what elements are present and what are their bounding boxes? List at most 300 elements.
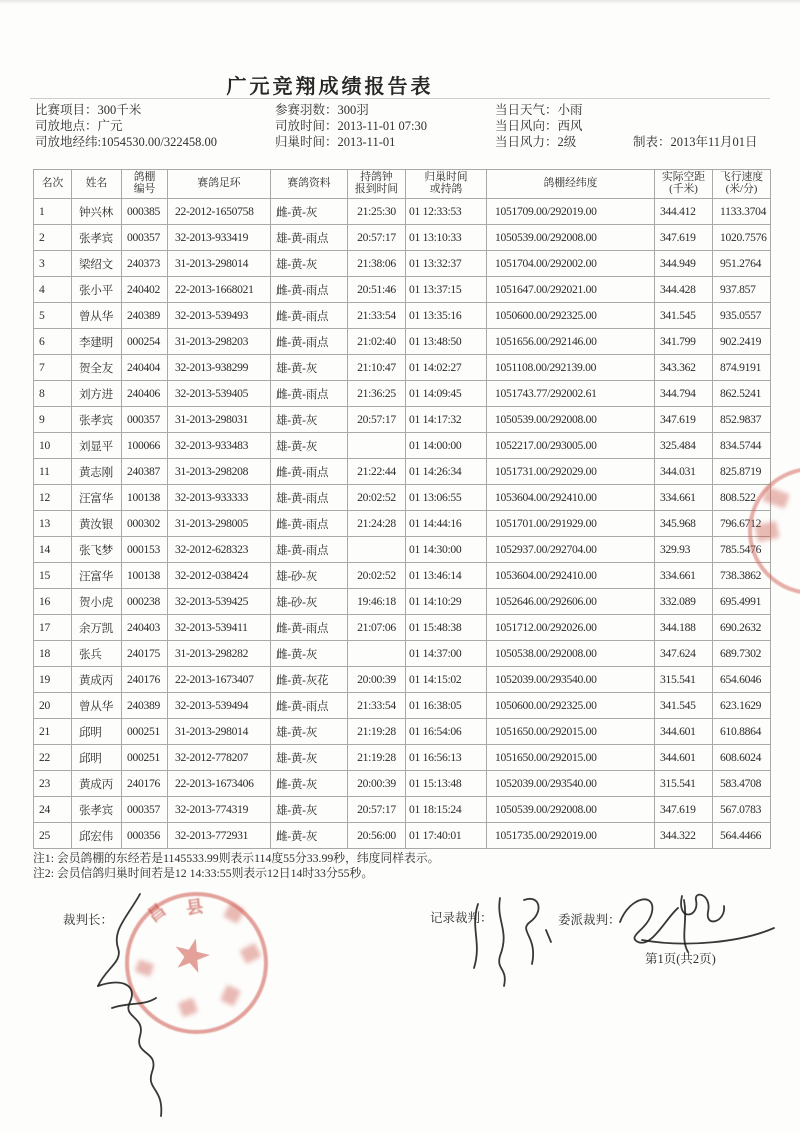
col-header-info: 赛鸽资料: [271, 170, 348, 199]
cell-speed: 567.0783: [713, 797, 771, 823]
cell-distance: 347.624: [655, 641, 713, 667]
table-row: [34, 823, 771, 849]
cell-homing-time: 01 14:30:00: [406, 537, 487, 563]
cell-coords: 1052039.00/293540.00: [487, 667, 655, 693]
cell-info: 雄-砂-灰: [271, 589, 348, 615]
cell-speed: 623.1629: [713, 693, 771, 719]
cell-ring: 32-2012-778207: [168, 745, 271, 771]
cell-coords: 1051701.00/291929.00: [487, 511, 655, 537]
cell-distance: 329.93: [655, 537, 713, 563]
cell-distance: 344.949: [655, 251, 713, 277]
cell-ring: 22-2013-1673407: [168, 667, 271, 693]
cell-distance: 341.545: [655, 693, 713, 719]
cell-distance: 341.545: [655, 303, 713, 329]
made-date: 制表：2013年11月01日: [633, 134, 758, 149]
table-row: [34, 511, 771, 537]
cell-clock-time: 20:56:00: [348, 823, 406, 849]
table-row: [34, 433, 771, 459]
cell-info: 雌-黄-雨点: [271, 277, 348, 303]
cell-speed: 874.9191: [713, 355, 771, 381]
cell-speed: 902.2419: [713, 329, 771, 355]
cell-clock-time: 21:38:06: [348, 251, 406, 277]
cell-clock-time: 21:19:28: [348, 719, 406, 745]
cell-name: 梁绍文: [72, 251, 122, 277]
cell-name: 汪富华: [72, 563, 122, 589]
seal-character: 县: [185, 896, 205, 919]
cell-homing-time: 01 18:15:24: [406, 797, 487, 823]
cell-clock-time: 20:51:46: [348, 277, 406, 303]
cell-coords: 1050538.00/292008.00: [487, 641, 655, 667]
cell-homing-time: 01 14:02:27: [406, 355, 487, 381]
table-row: [34, 459, 771, 485]
cell-homing-time: 01 14:26:34: [406, 459, 487, 485]
cell-distance: 332.089: [655, 589, 713, 615]
cell-clock-time: 20:02:52: [348, 563, 406, 589]
table-row: [34, 303, 771, 329]
cell-speed: 862.5241: [713, 381, 771, 407]
cell-coords: 1053604.00/292410.00: [487, 485, 655, 511]
cell-speed: 695.4991: [713, 589, 771, 615]
cell-info: 雌-黄-灰: [271, 641, 348, 667]
cell-ring: 31-2013-298282: [168, 641, 271, 667]
col-header-clock-time: 持鸽钟 报到时间: [348, 170, 406, 199]
table-row: [34, 745, 771, 771]
cell-name: 曾从华: [72, 693, 122, 719]
cell-clock-time: 21:33:54: [348, 693, 406, 719]
results-table: [33, 169, 771, 849]
cell-homing-time: 01 13:35:16: [406, 303, 487, 329]
cell-coords: 1051650.00/292015.00: [487, 719, 655, 745]
cell-homing-time: 01 14:17:32: [406, 407, 487, 433]
cell-name: 张小平: [72, 277, 122, 303]
cell-clock-time: 20:57:17: [348, 407, 406, 433]
col-header-ring: 赛鸽足环: [168, 170, 271, 199]
cell-loft-no: 240403: [122, 615, 168, 641]
recording-judge-label: 记录裁判：: [430, 911, 493, 925]
cell-loft-no: 100066: [122, 433, 168, 459]
cell-ring: 22-2012-1650758: [168, 199, 271, 225]
cell-rank: 7: [34, 355, 72, 381]
cell-distance: 344.412: [655, 199, 713, 225]
cell-name: 刘方进: [72, 381, 122, 407]
meta-item: 当日风向：西风: [495, 118, 583, 133]
col-header-name: 姓名: [72, 170, 122, 199]
cell-clock-time: 20:57:17: [348, 797, 406, 823]
cell-rank: 24: [34, 797, 72, 823]
cell-ring: 32-2013-938299: [168, 355, 271, 381]
cell-ring: 32-2012-628323: [168, 537, 271, 563]
cell-homing-time: 01 15:13:48: [406, 771, 487, 797]
cell-info: 雌-黄-灰: [271, 771, 348, 797]
cell-speed: 935.0557: [713, 303, 771, 329]
cell-clock-time: [348, 641, 406, 667]
cell-info: 雌-黄-雨点: [271, 459, 348, 485]
cell-clock-time: 21:10:47: [348, 355, 406, 381]
cell-homing-time: 01 14:00:00: [406, 433, 487, 459]
cell-rank: 10: [34, 433, 72, 459]
cell-ring: 32-2013-539493: [168, 303, 271, 329]
cell-speed: 690.2632: [713, 615, 771, 641]
cell-rank: 21: [34, 719, 72, 745]
cell-homing-time: 01 14:10:29: [406, 589, 487, 615]
cell-homing-time: 01 13:10:33: [406, 225, 487, 251]
cell-coords: 1052646.00/292606.00: [487, 589, 655, 615]
cell-coords: 1051743.77/292002.61: [487, 381, 655, 407]
cell-rank: 23: [34, 771, 72, 797]
meta-item: 司放地点：广元: [35, 118, 123, 133]
cell-clock-time: 21:22:44: [348, 459, 406, 485]
cell-speed: 564.4466: [713, 823, 771, 849]
cell-distance: 345.968: [655, 511, 713, 537]
cell-distance: 344.428: [655, 277, 713, 303]
table-row: [34, 537, 771, 563]
cell-info: 雄-黄-灰: [271, 797, 348, 823]
col-header-speed: 飞行速度 (米/分): [713, 170, 771, 199]
cell-homing-time: 01 14:09:45: [406, 381, 487, 407]
cell-name: 余万凯: [72, 615, 122, 641]
cell-clock-time: 21:24:28: [348, 511, 406, 537]
cell-coords: 1051650.00/292015.00: [487, 745, 655, 771]
cell-distance: 347.619: [655, 797, 713, 823]
cell-rank: 2: [34, 225, 72, 251]
cell-info: 雌-黄-雨点: [271, 615, 348, 641]
cell-coords: 1051647.00/292021.00: [487, 277, 655, 303]
cell-distance: 344.188: [655, 615, 713, 641]
cell-distance: 347.619: [655, 225, 713, 251]
cell-info: 雌-黄-雨点: [271, 381, 348, 407]
cell-coords: 1052217.00/293005.00: [487, 433, 655, 459]
meta-item: 当日风力：2级: [495, 134, 577, 149]
cell-loft-no: 100138: [122, 563, 168, 589]
cell-clock-time: 21:33:54: [348, 303, 406, 329]
cell-coords: 1051108.00/292139.00: [487, 355, 655, 381]
cell-coords: 1050539.00/292008.00: [487, 225, 655, 251]
cell-ring: 31-2013-298208: [168, 459, 271, 485]
cell-rank: 1: [34, 199, 72, 225]
cell-speed: 937.857: [713, 277, 771, 303]
cell-loft-no: 240373: [122, 251, 168, 277]
cell-speed: 951.2764: [713, 251, 771, 277]
cell-loft-no: 000357: [122, 225, 168, 251]
table-row: [34, 771, 771, 797]
table-row: [34, 693, 771, 719]
seal-character: 昌: [144, 900, 170, 926]
cell-loft-no: 000356: [122, 823, 168, 849]
cell-ring: 22-2013-1668021: [168, 277, 271, 303]
table-row: [34, 251, 771, 277]
cell-rank: 20: [34, 693, 72, 719]
cell-ring: 32-2013-539494: [168, 693, 271, 719]
cell-name: 邱宏伟: [72, 823, 122, 849]
cell-loft-no: 000251: [122, 719, 168, 745]
cell-coords: 1050600.00/292325.00: [487, 693, 655, 719]
cell-name: 黄志刚: [72, 459, 122, 485]
table-row: [34, 277, 771, 303]
cell-rank: 11: [34, 459, 72, 485]
cell-info: 雌-黄-雨点: [271, 693, 348, 719]
note-1: 注1: 会员鸽棚的东经若是1145533.99则表示114度55分33.99秒，纬度同样表示。: [33, 851, 440, 865]
col-header-rank: 名次: [34, 170, 72, 199]
cell-loft-no: 240176: [122, 771, 168, 797]
cell-rank: 14: [34, 537, 72, 563]
cell-ring: 31-2013-298005: [168, 511, 271, 537]
cell-clock-time: [348, 537, 406, 563]
cell-loft-no: 000254: [122, 329, 168, 355]
cell-homing-time: 01 17:40:01: [406, 823, 487, 849]
cell-clock-time: 21:36:25: [348, 381, 406, 407]
cell-loft-no: 240176: [122, 667, 168, 693]
cell-coords: 1053604.00/292410.00: [487, 563, 655, 589]
cell-info: 雌-黄-雨点: [271, 303, 348, 329]
cell-coords: 1051709.00/292019.00: [487, 199, 655, 225]
cell-info: 雌-黄-雨点: [271, 329, 348, 355]
cell-ring: 32-2013-539411: [168, 615, 271, 641]
table-row: [34, 407, 771, 433]
cell-speed: 808.522: [713, 485, 771, 511]
cell-loft-no: 240175: [122, 641, 168, 667]
chief-judge-signature: [68, 886, 208, 1121]
cell-clock-time: 20:57:17: [348, 225, 406, 251]
cell-loft-no: 000302: [122, 511, 168, 537]
cell-speed: 852.9837: [713, 407, 771, 433]
cell-distance: 334.661: [655, 563, 713, 589]
cell-rank: 9: [34, 407, 72, 433]
cell-distance: 344.031: [655, 459, 713, 485]
table-row: [34, 589, 771, 615]
table-row: [34, 355, 771, 381]
cell-distance: 347.619: [655, 407, 713, 433]
cell-name: 钟兴林: [72, 199, 122, 225]
cell-distance: 344.322: [655, 823, 713, 849]
cell-info: 雄-黄-灰: [271, 745, 348, 771]
cell-clock-time: [348, 433, 406, 459]
table-row: [34, 485, 771, 511]
cell-coords: 1052937.00/292704.00: [487, 537, 655, 563]
cell-name: 张孝宾: [72, 225, 122, 251]
meta-item: 比赛项目：300千米: [35, 103, 142, 117]
cell-name: 黄成丙: [72, 771, 122, 797]
cell-loft-no: 240402: [122, 277, 168, 303]
cell-info: 雌-黄-雨点: [271, 511, 348, 537]
cell-name: 曾从华: [72, 303, 122, 329]
cell-loft-no: 240389: [122, 693, 168, 719]
col-header-homing-time: 归巢时间 或持鸽: [406, 170, 487, 199]
cell-distance: 344.601: [655, 719, 713, 745]
cell-loft-no: 000385: [122, 199, 168, 225]
cell-ring: 32-2012-038424: [168, 563, 271, 589]
cell-name: 邱明: [72, 719, 122, 745]
cell-loft-no: 240389: [122, 303, 168, 329]
cell-name: 黄成丙: [72, 667, 122, 693]
cell-homing-time: 01 16:54:06: [406, 719, 487, 745]
cell-coords: 1051704.00/292002.00: [487, 251, 655, 277]
cell-distance: 343.362: [655, 355, 713, 381]
cell-homing-time: 01 13:48:50: [406, 329, 487, 355]
table-row: [34, 563, 771, 589]
cell-homing-time: 01 14:37:00: [406, 641, 487, 667]
cell-loft-no: 000357: [122, 797, 168, 823]
cell-rank: 15: [34, 563, 72, 589]
meta-column-left: [35, 103, 217, 150]
cell-speed: 610.8864: [713, 719, 771, 745]
col-header-coords: 鸽棚经纬度: [487, 170, 655, 199]
cell-name: 贺小虎: [72, 589, 122, 615]
cell-coords: 1050600.00/292325.00: [487, 303, 655, 329]
cell-info: 雄-砂-灰: [271, 563, 348, 589]
delegated-judge-signature: [612, 884, 780, 956]
notes-section: [33, 851, 439, 881]
cell-clock-time: 20:00:39: [348, 771, 406, 797]
page-title: 广元竞翔成绩报告表: [226, 76, 434, 98]
col-header-distance: 实际空距 (千米): [655, 170, 713, 199]
cell-loft-no: 240387: [122, 459, 168, 485]
cell-coords: 1052039.00/293540.00: [487, 771, 655, 797]
cell-coords: 1050539.00/292008.00: [487, 797, 655, 823]
cell-ring: 32-2013-774319: [168, 797, 271, 823]
table-row: [34, 719, 771, 745]
cell-loft-no: 000153: [122, 537, 168, 563]
cell-speed: 608.6024: [713, 745, 771, 771]
cell-speed: 1133.3704: [713, 199, 771, 225]
cell-ring: 31-2013-298014: [168, 719, 271, 745]
cell-distance: 334.661: [655, 485, 713, 511]
cell-rank: 17: [34, 615, 72, 641]
cell-distance: 315.541: [655, 771, 713, 797]
cell-clock-time: 21:25:30: [348, 199, 406, 225]
cell-homing-time: 01 14:44:16: [406, 511, 487, 537]
cell-clock-time: 19:46:18: [348, 589, 406, 615]
cell-info: 雄-黄-灰: [271, 355, 348, 381]
cell-coords: 1051735.00/292019.00: [487, 823, 655, 849]
cell-info: 雄-黄-灰: [271, 433, 348, 459]
cell-homing-time: 01 16:56:13: [406, 745, 487, 771]
cell-name: 李建明: [72, 329, 122, 355]
cell-homing-time: 01 12:33:53: [406, 199, 487, 225]
cell-info: 雄-黄-灰: [271, 251, 348, 277]
header-divider: [30, 98, 770, 99]
cell-loft-no: 240406: [122, 381, 168, 407]
cell-name: 张孝宾: [72, 407, 122, 433]
cell-speed: 1020.7576: [713, 225, 771, 251]
cell-speed: 834.5744: [713, 433, 771, 459]
cell-distance: 341.799: [655, 329, 713, 355]
cell-loft-no: 000238: [122, 589, 168, 615]
cell-name: 张飞梦: [72, 537, 122, 563]
results-tbody: [34, 199, 771, 849]
cell-name: 张孝宾: [72, 797, 122, 823]
table-row: [34, 641, 771, 667]
cell-ring: 32-2013-933483: [168, 433, 271, 459]
cell-rank: 12: [34, 485, 72, 511]
table-row: [34, 615, 771, 641]
cell-clock-time: 20:02:52: [348, 485, 406, 511]
cell-rank: 5: [34, 303, 72, 329]
cell-info: 雌-黄-灰: [271, 199, 348, 225]
cell-rank: 25: [34, 823, 72, 849]
meta-item: 司放时间：2013-11-01 07:30: [275, 118, 427, 133]
cell-loft-no: 240404: [122, 355, 168, 381]
cell-ring: 32-2013-933333: [168, 485, 271, 511]
cell-ring: 32-2013-539405: [168, 381, 271, 407]
cell-rank: 16: [34, 589, 72, 615]
cell-name: 汪富华: [72, 485, 122, 511]
cell-coords: 1051712.00/292026.00: [487, 615, 655, 641]
cell-homing-time: 01 13:37:15: [406, 277, 487, 303]
cell-loft-no: 000251: [122, 745, 168, 771]
cell-coords: 1051731.00/292029.00: [487, 459, 655, 485]
table-row: [34, 797, 771, 823]
cell-speed: 825.8719: [713, 459, 771, 485]
cell-loft-no: 000357: [122, 407, 168, 433]
col-header-loft-no: 鸽棚 编号: [122, 170, 168, 199]
cell-ring: 32-2013-772931: [168, 823, 271, 849]
delegated-judge-label: 委派裁判：: [558, 913, 621, 927]
cell-speed: 738.3862: [713, 563, 771, 589]
cell-rank: 3: [34, 251, 72, 277]
meta-column-middle: [275, 103, 427, 150]
table-header-row: [34, 170, 771, 199]
table-row: [34, 667, 771, 693]
cell-info: 雌-黄-灰花: [271, 667, 348, 693]
page-number: 第1页(共2页): [645, 952, 716, 966]
cell-name: 黄汝银: [72, 511, 122, 537]
cell-rank: 4: [34, 277, 72, 303]
cell-speed: 583.4708: [713, 771, 771, 797]
note-2: 注2: 会员信鸽归巢时间若是12 14:33:55则表示12日14时33分55秒。: [33, 866, 374, 880]
cell-info: 雄-黄-灰: [271, 407, 348, 433]
cell-ring: 31-2013-298203: [168, 329, 271, 355]
cell-rank: 8: [34, 381, 72, 407]
cell-ring: 31-2013-298031: [168, 407, 271, 433]
cell-rank: 13: [34, 511, 72, 537]
cell-ring: 22-2013-1673406: [168, 771, 271, 797]
cell-rank: 18: [34, 641, 72, 667]
table-row: [34, 225, 771, 251]
cell-ring: 32-2013-539425: [168, 589, 271, 615]
cell-ring: 32-2013-933419: [168, 225, 271, 251]
table-row: [34, 199, 771, 225]
cell-rank: 6: [34, 329, 72, 355]
cell-name: 张兵: [72, 641, 122, 667]
cell-homing-time: 01 16:38:05: [406, 693, 487, 719]
cell-clock-time: 21:02:40: [348, 329, 406, 355]
cell-speed: 654.6046: [713, 667, 771, 693]
cell-homing-time: 01 13:32:37: [406, 251, 487, 277]
cell-homing-time: 01 14:15:02: [406, 667, 487, 693]
cell-homing-time: 01 15:48:38: [406, 615, 487, 641]
cell-homing-time: 01 13:46:14: [406, 563, 487, 589]
cell-info: 雄-黄-雨点: [271, 485, 348, 511]
cell-distance: 315.541: [655, 667, 713, 693]
cell-ring: 31-2013-298014: [168, 251, 271, 277]
meta-column-right: [495, 103, 583, 150]
meta-item: 当日天气：小雨: [495, 103, 583, 117]
cell-distance: 344.601: [655, 745, 713, 771]
cell-name: 刘显平: [72, 433, 122, 459]
meta-item: 司放地经纬:1054530.00/322458.00: [35, 134, 217, 149]
cell-info: 雄-黄-雨点: [271, 537, 348, 563]
table-row: [34, 329, 771, 355]
cell-name: 贺全友: [72, 355, 122, 381]
cell-distance: 325.484: [655, 433, 713, 459]
cell-info: 雌-黄-灰: [271, 823, 348, 849]
chief-judge-label: 裁判长：: [63, 913, 114, 927]
cell-speed: 689.7302: [713, 641, 771, 667]
cell-info: 雄-黄-灰: [271, 719, 348, 745]
cell-clock-time: 20:00:39: [348, 667, 406, 693]
cell-info: 雄-黄-雨点: [271, 225, 348, 251]
cell-distance: 344.794: [655, 381, 713, 407]
